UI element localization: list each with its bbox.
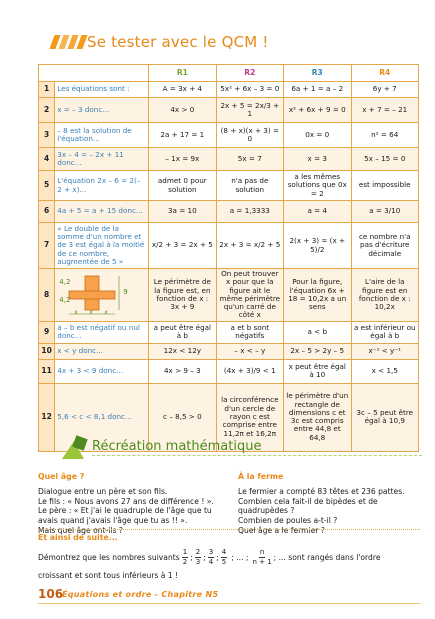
answer-r3: a = 4 <box>284 201 351 223</box>
answer-r3: x = 3 <box>284 148 351 171</box>
suite-sep: ; ... ; <box>231 552 249 562</box>
answer-r3: x peut être égal à 10 <box>284 359 351 383</box>
question: a – b est négatif ou nul donc... <box>55 321 149 343</box>
answer-r3: le périmètre d'un rectangle de dimensions c et 3c est compris entre 44,8 et 64,8 <box>284 383 351 451</box>
row-number: 11 <box>39 359 55 383</box>
answer-r4: est impossible <box>351 171 419 201</box>
footer-chapter: Équations et ordre - Chapitre N5 <box>62 590 219 599</box>
answer-r4: a est inférieur ou égal à b <box>351 321 419 343</box>
ferme-line: Combien cela fait-il de bipèdes et de quadrupèdes ? <box>238 496 378 516</box>
table-row <box>39 82 419 98</box>
answer-r4: x⁻¹ < y⁻¹ <box>351 343 419 359</box>
table-row <box>39 223 419 269</box>
quel-age-title: Quel âge ? <box>38 472 85 481</box>
figure-label-bottom: 4,2 <box>59 295 71 304</box>
answer-r3: x² + 6x + 9 = 0 <box>284 98 351 123</box>
fraction: $\frac{2}{3}$ <box>195 547 201 566</box>
table-row <box>39 148 419 171</box>
answer-r2: n'a pas de solution <box>216 171 283 201</box>
question: Les équations sont : <box>55 82 149 98</box>
row-number: 1 <box>39 82 55 98</box>
fraction: $\frac{1}{2}$ <box>182 547 188 566</box>
row-number: 7 <box>39 223 55 269</box>
recreation-title: Récréation mathématique <box>92 439 262 454</box>
figure-label-x1: x <box>74 308 78 316</box>
answer-r1: 12x < 12y <box>149 343 216 359</box>
fraction: $\frac{3}{4}$ <box>208 547 214 566</box>
qcm-table <box>38 64 419 452</box>
suite-box <box>38 533 420 581</box>
answer-r1: 4x > 0 <box>149 98 216 123</box>
answer-r2: 5x = 7 <box>216 148 283 171</box>
answer-r1: – 1x = 9x <box>149 148 216 171</box>
fraction: $\frac{4}{5}$ <box>221 547 227 566</box>
row-number: 4 <box>39 148 55 171</box>
answer-r4: n² = 64 <box>351 123 419 148</box>
row-number: 12 <box>39 383 55 451</box>
question: 5,6 < c < 8,1 donc... <box>55 383 149 451</box>
answer-r1: 3a = 10 <box>149 201 216 223</box>
row-number: 9 <box>39 321 55 343</box>
answer-r4: x < 1,5 <box>351 359 419 383</box>
question: 3x – 4 = – 2x + 11 donc... <box>55 148 149 171</box>
table-row <box>39 98 419 123</box>
suite-text-1: Démontrez que les nombres suivants <box>38 552 180 562</box>
answer-r4: x + 7 = – 21 <box>351 98 419 123</box>
quel-age-line: Mais quel âge ont-ils ? <box>38 525 123 535</box>
answer-r2: 2x + 5 = 2x/3 + 1 <box>216 98 283 123</box>
answer-r3: 6a + 1 = a – 2 <box>284 82 351 98</box>
answer-r2: 5x² + 6x – 3 = 0 <box>216 82 283 98</box>
answer-r1: A = 3x + 4 <box>149 82 216 98</box>
question: – 8 est la solution de l'équation... <box>55 123 149 148</box>
suite-line: Démontrez que les nombres suivants $\frac{1}{2}$ ; $\frac{2}{3}$ ; $\frac{3}{4}$ ; $\frac{4}{5}$ ; ... ; $\frac{n}{n + 1}$ ; ... sont rangés dans l'ordre <box>38 547 381 566</box>
quel-age-line: Le père : « Et j'ai le quadruple de l'âge que tu avais quand j'avais l'âge que tu as !! ». <box>38 506 212 526</box>
answer-r4: L'aire de la figure est en fonction de x : 10,2x <box>351 269 419 322</box>
table-row <box>39 171 419 201</box>
answer-r1: a peut être égal à b <box>149 321 216 343</box>
answer-r3: a les mêmes solutions que 0x = 2 <box>284 171 351 201</box>
answer-r1: admet 0 pour solution <box>149 171 216 201</box>
recreation-divider <box>92 455 422 456</box>
fraction: $\frac{n}{n + 1}$ <box>252 547 272 566</box>
answer-r2: la circonférence d'un cercle de rayon c est comprise entre 11,2π et 16,2π <box>216 383 283 451</box>
question-figure <box>55 269 149 322</box>
col-header-r3: R3 <box>284 65 351 82</box>
section-divider <box>38 529 420 530</box>
question: L'équation 2x – 6 = 2(– 2 + x)... <box>55 171 149 201</box>
figure-label-right: 9 <box>123 287 128 296</box>
quel-age-line: Le fils : « Nous avons 27 ans de différence ! ». <box>38 496 214 506</box>
answer-r1: 2a + 17 = 1 <box>149 123 216 148</box>
answer-r1: c – 8,5 > 0 <box>149 383 216 451</box>
footer-divider <box>38 603 420 604</box>
table-corner <box>39 65 149 82</box>
answer-r4: 3c – 5 peut être égal à 10,9 <box>351 383 419 451</box>
ferme-box <box>238 472 420 536</box>
quel-age-line: Dialogue entre un père et son fils. <box>38 486 168 496</box>
answer-r4: ce nombre n'a pas d'écriture décimale <box>351 223 419 269</box>
suite-title: Et ainsi de suite... <box>38 533 118 542</box>
title-stripes-icon <box>52 35 85 49</box>
answer-r4: a = 3/10 <box>351 201 419 223</box>
answer-r4: 5x – 15 = 0 <box>351 148 419 171</box>
question: 4a + 5 = a + 15 donc... <box>55 201 149 223</box>
col-header-r4: R4 <box>351 65 419 82</box>
quel-age-box <box>38 472 228 536</box>
question: x < y donc... <box>55 343 149 359</box>
answer-r1: 4x > 9 – 3 <box>149 359 216 383</box>
col-header-r1: R1 <box>149 65 216 82</box>
table-row <box>39 269 419 322</box>
table-row <box>39 343 419 359</box>
answer-r3: 0x = 0 <box>284 123 351 148</box>
ferme-title: À la ferme <box>238 472 284 481</box>
table-row <box>39 359 419 383</box>
row-number: 3 <box>39 123 55 148</box>
answer-r2: On peut trouver x pour que la figure ait le même périmètre qu'un carré de côté x <box>216 269 283 322</box>
figure-label-x3: x <box>104 308 108 316</box>
answer-r2: – x < – y <box>216 343 283 359</box>
suite-text-2: ; ... sont rangés dans l'ordre <box>273 552 381 562</box>
answer-r1: Le périmètre de la figure est, en fonction de x : 3x + 9 <box>149 269 216 322</box>
answer-r3: a < b <box>284 321 351 343</box>
ferme-line: Quel âge a le fermier ? <box>238 525 325 535</box>
suite-text-3: croissant et sont tous inférieurs à 1 ! <box>38 570 179 580</box>
question: « Le double de la somme d'un nombre et de 3 est égal à la moitié de ce nombre, augmentée de 5 » <box>55 223 149 269</box>
table-row <box>39 201 419 223</box>
answer-r2: a et b sont négatifs <box>216 321 283 343</box>
answer-r2: a = 1,3333 <box>216 201 283 223</box>
table-row <box>39 123 419 148</box>
answer-r4: 6y + 7 <box>351 82 419 98</box>
page-title: Se tester avec le QCM ! <box>87 33 269 51</box>
row-number: 10 <box>39 343 55 359</box>
answer-r3: 2(x + 3) = (x + 5)/2 <box>284 223 351 269</box>
answer-r3: 2x – 5 > 2y – 5 <box>284 343 351 359</box>
figure-label-x2: x <box>89 308 93 316</box>
answer-r1: x/2 + 3 = 2x + 5 <box>149 223 216 269</box>
table-row <box>39 321 419 343</box>
row-number: 5 <box>39 171 55 201</box>
row-number: 8 <box>39 269 55 322</box>
question: 4x + 3 < 9 donc... <box>55 359 149 383</box>
ferme-line: Combien de poules a-t-il ? <box>238 516 338 526</box>
figure-label-top: 4,2 <box>59 277 71 286</box>
answer-r2: (8 + x)(x + 3) = 0 <box>216 123 283 148</box>
row-number: 6 <box>39 201 55 223</box>
row-number: 2 <box>39 98 55 123</box>
answer-r2: 2x + 3 = x/2 + 5 <box>216 223 283 269</box>
answer-r3: Pour la figure, l'équation 6x + 18 = 10,2x a un sens <box>284 269 351 322</box>
ferme-line: Le fermier a compté 83 têtes et 236 pattes. <box>238 486 405 496</box>
question: x = – 3 donc... <box>55 98 149 123</box>
col-header-r2: R2 <box>216 65 283 82</box>
page-number: 106 <box>38 587 64 601</box>
figure <box>57 272 141 318</box>
answer-r2: (4x + 3)/9 < 1 <box>216 359 283 383</box>
